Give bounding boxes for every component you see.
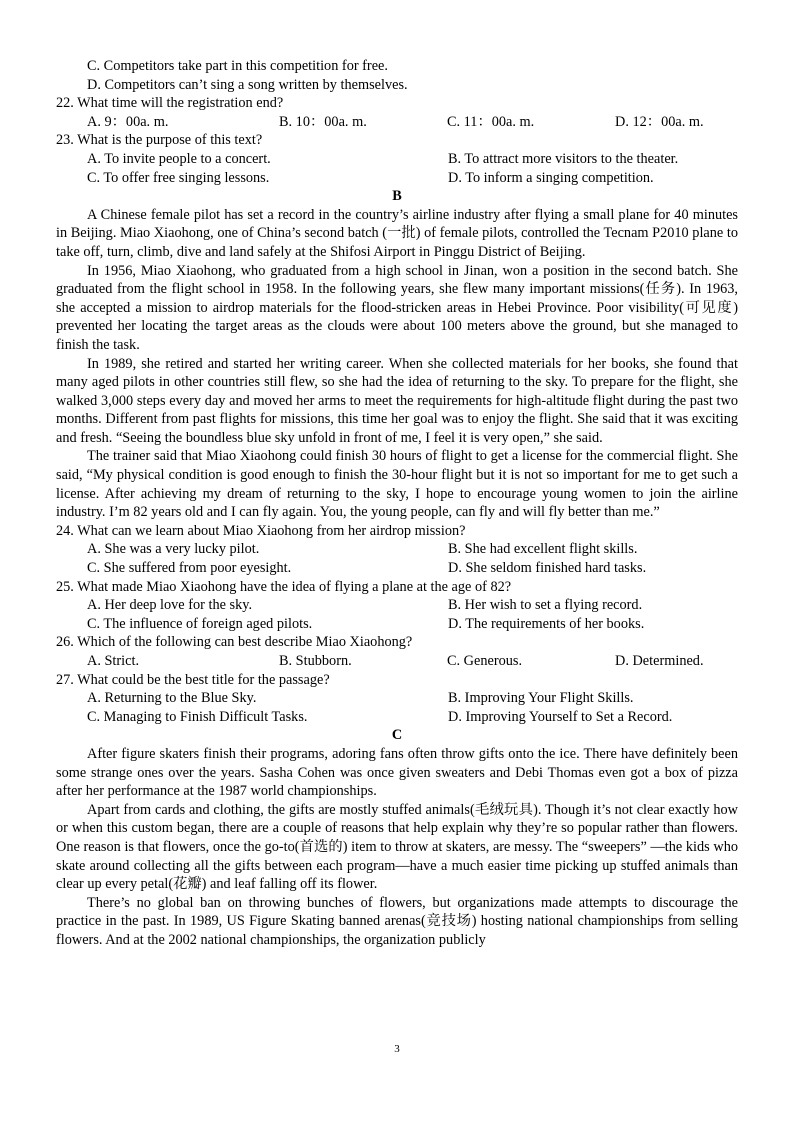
section-b-heading: B	[392, 188, 402, 205]
option-a: A. She was a very lucky pilot.	[87, 541, 260, 558]
option-b: B. Her wish to set a flying record.	[448, 597, 643, 614]
option-c: C. Managing to Finish Difficult Tasks.	[87, 708, 308, 725]
question-23-stem: 23. What is the purpose of this text?	[56, 132, 263, 149]
passage-b-paragraph-1: A Chinese female pilot has set a record in the country’s airline industry after flying a small plane for 40 minutes in Beijing. Miao Xiaohong, one of China’s second batch (一批) of female pilots, controlled the Tecnam P2010 plane to take off, turn, climb, dive and land safely at the Shifosi Airport in Pinggu District of Beijing.	[56, 206, 738, 260]
option-c: C. 11：00a. m.	[447, 113, 535, 130]
option-b: B. To attract more visitors to the theater.	[448, 150, 679, 167]
passage-c-paragraph-3: There’s no global ban on throwing bunches of flowers, but organizations made attempts to discourage the practice in the past. In 1989, US Figure Skating banned arenas(竞技场) hosting national championships from selling flowers. And at the 2002 national championships, the organization publicly	[56, 894, 738, 948]
option-d: D. Improving Yourself to Set a Record.	[448, 708, 673, 725]
option-d: D. 12：00a. m.	[615, 113, 704, 130]
option-c: C. She suffered from poor eyesight.	[87, 560, 292, 577]
option-c: C. Generous.	[447, 653, 523, 669]
option-c: C. The influence of foreign aged pilots.	[87, 615, 313, 632]
option-b: B. Improving Your Flight Skills.	[448, 690, 634, 707]
passage-c-paragraph-2: Apart from cards and clothing, the gifts are mostly stuffed animals(毛绒玩具). Though it’s not clear exactly how or when this custom began, there are a couple of reasons that help explain why they’re so popular rather than flowers. One reason is that flowers, once the go-to(首选的) item to throw at skaters, are messy. The “sweepers” —the kids who skate around collecting all the gifts between each program—have a much easier time picking up stuffed animals than clear up every petal(花瓣) and leaf falling off its flower.	[56, 801, 738, 893]
passage-b-paragraph-4: The trainer said that Miao Xiaohong could finish 30 hours of flight to get a license for the commercial flight. She said, “My physical condition is good enough to finish the 30-hour flight but it is not so important for me to get such a license. After achieving my dream of returning to the sky, I hope to encourage young women to join the airline industry. I’m 82 years old and I can fly again. You, the young people, can fly and will fly better than me.”	[56, 448, 738, 521]
question-23-options-row2	[56, 169, 738, 188]
question-26-options	[56, 652, 738, 671]
option-a: A. Returning to the Blue Sky.	[87, 690, 257, 707]
question-27-stem: 27. What could be the best title for the passage?	[56, 671, 330, 688]
option-d: D. Determined.	[615, 653, 704, 669]
question-22-stem: 22. What time will the registration end?	[56, 95, 284, 112]
question-27-options-row1	[56, 689, 738, 708]
passage-b-paragraph-2: In 1956, Miao Xiaohong, who graduated from a high school in Jinan, won a position in the second batch. She graduated from the flight school in 1958. In the following years, she flew many important missions(任务). In 1963, she accepted a mission to airdrop materials for the flood-stricken areas in Hebei Province. Poor visibility(可见度) prevented her locating the target areas as the clouds were about 100 meters above the ground, but she managed to finish the task.	[56, 262, 738, 353]
option-a: A. Her deep love for the sky.	[87, 597, 253, 614]
question-25-options-row2	[56, 615, 738, 634]
option-d: D. She seldom finished hard tasks.	[448, 560, 647, 577]
option-a: A. 9：00a. m.	[87, 113, 169, 130]
question-26-stem: 26. Which of the following can best describe Miao Xiaohong?	[56, 634, 413, 651]
question-22-options	[56, 113, 738, 132]
question-24-options-row2	[56, 559, 738, 578]
question-27-options-row2	[56, 708, 738, 727]
document-page	[56, 57, 738, 950]
section-c-heading: C	[391, 727, 403, 744]
option-b: B. 10：00a. m.	[279, 113, 367, 130]
question-24-stem: 24. What can we learn about Miao Xiaohong from her airdrop mission?	[56, 522, 466, 539]
option-b: B. Stubborn.	[279, 653, 352, 669]
option-line: C. Competitors take part in this competition for free.	[87, 58, 388, 74]
option-b: B. She had excellent flight skills.	[448, 541, 638, 558]
question-24-options-row1	[56, 540, 738, 559]
option-d: D. The requirements of her books.	[448, 615, 645, 632]
option-a: A. Strict.	[87, 653, 140, 669]
question-23-options-row1	[56, 150, 738, 169]
option-c: C. To offer free singing lessons.	[87, 169, 270, 186]
passage-c-paragraph-1: After figure skaters finish their programs, adoring fans often throw gifts onto the ice. There have definitely been some strange ones over the years. Sasha Cohen was once given sweaters and Debi Thomas even got a box of pizza after her performance at the 1987 world championships.	[56, 745, 738, 800]
question-25-stem: 25. What made Miao Xiaohong have the idea of flying a plane at the age of 82?	[56, 578, 512, 595]
question-25-options-row1	[56, 596, 738, 615]
passage-b-paragraph-3: In 1989, she retired and started her writing career. When she collected materials for her books, she found that many aged pilots in other countries still flew, so she had the idea of returning to the sky. To prepare for the flight, she walked 3,000 steps every day and moved her arms to meet the requirements for high-altitude flight during the past two months. Different from past flights for missions, this time her goal was to enjoy the flight. She said that it was exciting and fresh. “Seeing the boundless blue sky unfold in front of me, I feel it is very open,” she said.	[56, 355, 738, 446]
option-d: D. To inform a singing competition.	[448, 169, 654, 186]
page-number: 3	[394, 1043, 400, 1055]
option-line: D. Competitors can’t sing a song written by themselves.	[87, 76, 408, 93]
option-a: A. To invite people to a concert.	[87, 150, 271, 167]
